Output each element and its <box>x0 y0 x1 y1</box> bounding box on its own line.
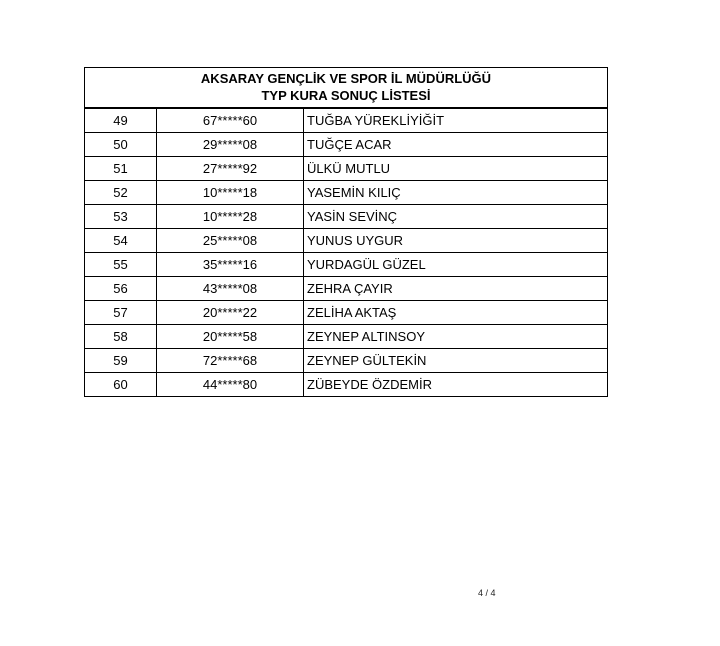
table-row <box>85 253 607 277</box>
table-row <box>85 205 607 229</box>
person-name: YUNUS UYGUR <box>304 229 608 253</box>
row-number: 50 <box>85 133 157 157</box>
person-name: TUĞBA YÜREKLİYİĞİT <box>307 113 445 128</box>
person-name: ZEYNEP GÜLTEKİN <box>304 349 608 373</box>
masked-id: 10*****18 <box>157 181 304 205</box>
person-name: TUĞÇE ACAR <box>304 133 608 157</box>
person-name: YASİN SEVİNÇ <box>304 205 608 229</box>
masked-id: 72*****68 <box>157 349 304 373</box>
person-name: ZEYNEP ALTINSOY <box>304 325 608 349</box>
table-row <box>85 277 607 301</box>
row-number: 53 <box>85 205 157 229</box>
table-row <box>85 157 607 181</box>
person-name: YASEMİN KILIÇ <box>304 181 608 205</box>
table-row <box>85 301 607 325</box>
masked-id: 27*****92 <box>157 157 304 181</box>
row-number: 60 <box>85 373 157 397</box>
row-number: 59 <box>85 349 157 373</box>
row-number: 56 <box>85 277 157 301</box>
row-number: 51 <box>85 157 157 181</box>
list-header <box>85 68 607 109</box>
person-name: ZEHRA ÇAYIR <box>304 277 608 301</box>
list-title: TYP KURA SONUÇ LİSTESİ <box>261 88 431 103</box>
table-row <box>85 181 607 205</box>
row-number: 52 <box>85 181 157 205</box>
table-row <box>85 229 607 253</box>
row-number: 55 <box>85 253 157 277</box>
person-name: ZELİHA AKTAŞ <box>304 301 608 325</box>
masked-id: 44*****80 <box>157 373 304 397</box>
table-row <box>85 109 607 133</box>
masked-id: 25*****08 <box>157 229 304 253</box>
table-row <box>85 133 607 157</box>
results-table <box>85 109 607 396</box>
person-name: YURDAGÜL GÜZEL <box>304 253 608 277</box>
person-name: ZÜBEYDE ÖZDEMİR <box>304 373 608 397</box>
masked-id: 20*****58 <box>157 325 304 349</box>
masked-id: 35*****16 <box>157 253 304 277</box>
person-name: ÜLKÜ MUTLU <box>304 157 608 181</box>
row-number: 49 <box>85 109 157 133</box>
table-row <box>85 373 607 397</box>
masked-id: 20*****22 <box>157 301 304 325</box>
result-list-sheet <box>84 67 608 397</box>
row-number: 58 <box>85 325 157 349</box>
masked-id: 43*****08 <box>157 277 304 301</box>
table-row <box>85 349 607 373</box>
directorate-title: AKSARAY GENÇLİK VE SPOR İL MÜDÜRLÜĞÜ <box>200 71 492 86</box>
row-number: 57 <box>85 301 157 325</box>
row-number: 54 <box>85 229 157 253</box>
masked-id: 29*****08 <box>157 133 304 157</box>
table-row <box>85 325 607 349</box>
page-number: 4 / 4 <box>478 588 496 598</box>
masked-id: 67*****60 <box>157 109 304 133</box>
masked-id: 10*****28 <box>157 205 304 229</box>
